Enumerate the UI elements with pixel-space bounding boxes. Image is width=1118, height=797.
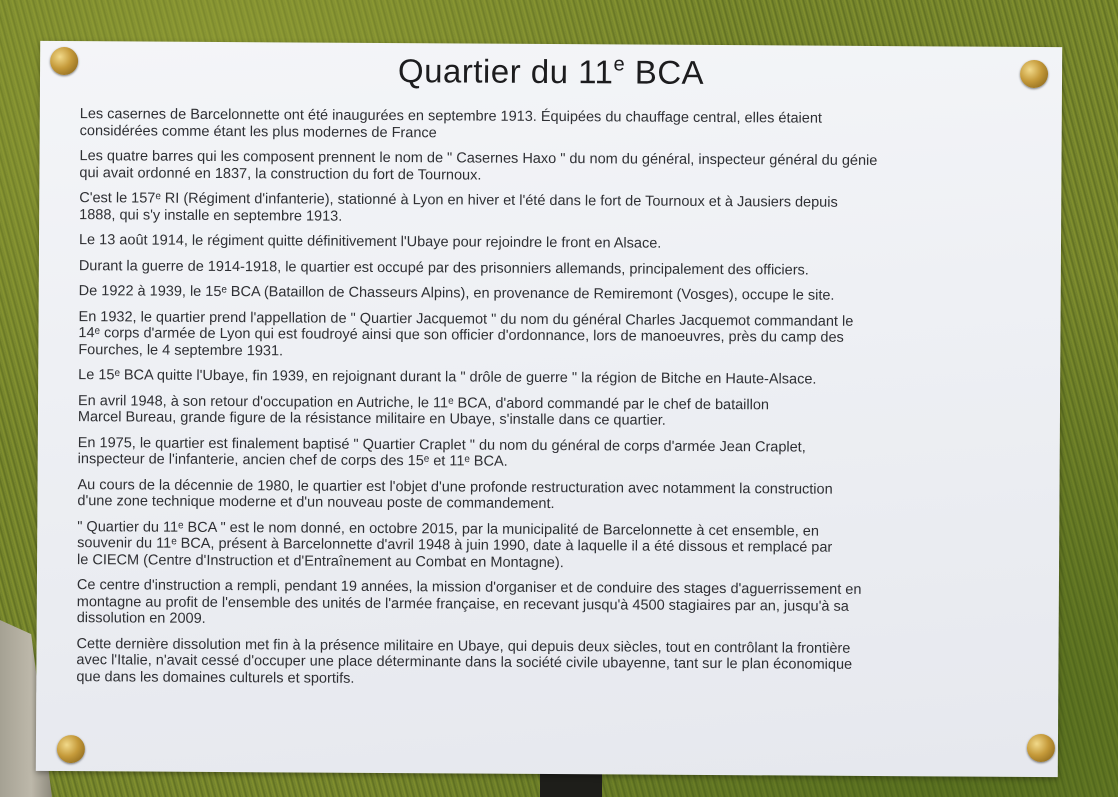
title-main: Quartier du 11	[397, 52, 614, 91]
plaque-title	[40, 50, 1062, 94]
title-superscript: e	[613, 53, 626, 76]
screw-bottom-right	[1027, 734, 1055, 762]
paragraph: Les quatre barres qui les composent prennent le nom de " Casernes Haxo " du nom du général, inspecteur général du génie qui avait ordonné en 1837, la construction du fort de Tournoux.	[79, 148, 878, 184]
paragraph: Au cours de la décennie de 1980, le quartier est l'objet d'une profonde restructuration avec notamment la construction d'une zone technique moderne et d'un nouveau poste de commandement.	[77, 476, 833, 513]
paragraph: En 1932, le quartier prend l'appellation de " Quartier Jacquemot " du nom du général Charles Jacquemot commandant le 14ᵉ corps d'armée de Lyon qui est foudroyé ainsi que son officier d'ordonnance, lors de manoeuvres, près du camp des Fourches, le 4 septembre 1931.	[78, 308, 854, 359]
paragraph: En 1975, le quartier est finalement baptisé " Quartier Craplet " du nom du général de corps d'armée Jean Craplet, inspecteur de l'infanterie, ancien chef de corps des 15ᵉ et 11ᵉ BCA.	[77, 434, 806, 470]
paragraph: Cette dernière dissolution met fin à la présence militaire en Ubaye, qui depuis deux siècles, tout en contrôlant la frontière avec l'Italie, n'avait cessé d'occuper une place déterminante dans la société civile ubayenne, tant sur le plan économique que dans les domaines culturels et sportifs.	[76, 635, 853, 687]
paragraph: " Quartier du 11ᵉ BCA " est le nom donné, en octobre 2015, par la municipalité de Barcelonnette à cet ensemble, en souvenir du 11ᵉ BCA, présent à Barcelonnette d'avril 1948 à juin 1990, date à laquelle il a été dissous et remplacé par le CIECM (Centre d'Instruction et d'Entraînement au Combat en Montagne).	[77, 518, 833, 571]
paragraph: Le 13 août 1914, le régiment quitte définitivement l'Ubaye pour rejoindre le front en Alsace.	[78, 232, 662, 252]
paragraph: De 1922 à 1939, le 15ᵉ BCA (Bataillon de Chasseurs Alpins), en provenance de Remiremont (Vosges), occupe le site.	[78, 283, 835, 304]
paragraph: Durant la guerre de 1914-1918, le quartier est occupé par des prisonniers allemands, principalement des officiers.	[78, 257, 809, 279]
screw-bottom-left	[57, 735, 85, 763]
paragraph: Ce centre d'instruction a rempli, pendant 19 années, la mission d'organiser et de conduire des stages d'aguerrissement en montagne au profit de l'ensemble des unités de l'armée française, en recevant jusqu'à 4500 stagiaires par an, jusqu'à sa dissolution en 2009.	[76, 577, 862, 627]
plaque-body	[76, 106, 1024, 700]
information-plaque	[36, 41, 1062, 777]
paragraph: En avril 1948, à son retour d'occupation en Autriche, le 11ᵉ BCA, d'abord commandé par le chef de bataillon Marcel Bureau, grande figure de la résistance militaire en Ubaye, s'installe dans ce quartier.	[77, 392, 770, 429]
paragraph: Le 15ᵉ BCA quitte l'Ubaye, fin 1939, en rejoignant durant la " drôle de guerre " la région de Bitche en Haute-Alsace.	[78, 367, 817, 388]
title-end: BCA	[624, 53, 705, 91]
paragraph: C'est le 157ᵉ RI (Régiment d'infanterie), stationné à Lyon en hiver et l'été dans le fort de Tournoux et à Jausiers depuis 1888, qui s'y installe en septembre 1913.	[79, 190, 838, 225]
paragraph: Les casernes de Barcelonnette ont été inaugurées en septembre 1913. Équipées du chauffage central, elles étaient considérées comme étant les plus modernes de France	[79, 106, 822, 141]
